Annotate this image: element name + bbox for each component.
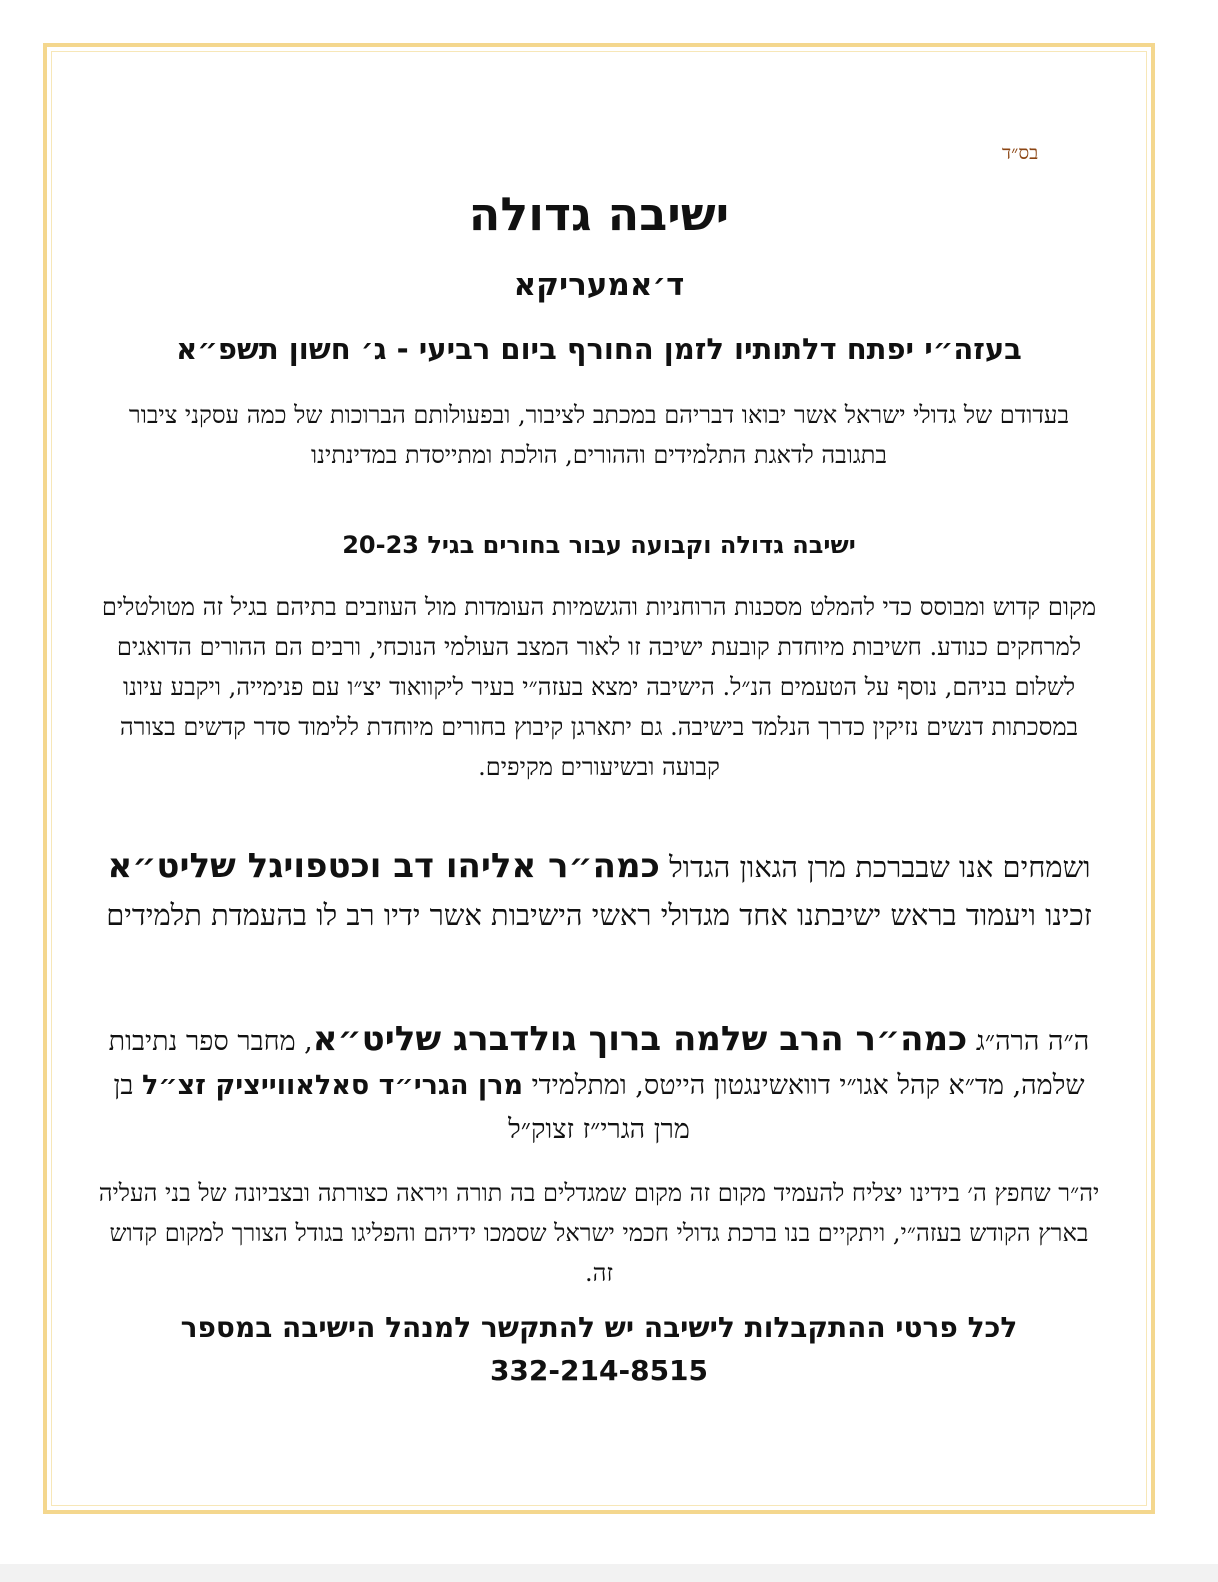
rosh-yeshiva-paragraph [97, 842, 1101, 939]
para4-bold-rebbe: מרן הגרי״ד סאלאווייציק זצ״ל [142, 1070, 523, 1101]
document-page [43, 43, 1155, 1514]
para3-text-b: זכינו ויעמוד בראש ישיבתנו אחד מגדולי ראשי הישיבות אשר ידיו רב לו בהעמדת תלמידים [106, 898, 1092, 932]
para3-bold-name: כמה״ר אליהו דב וכטפויגל שליט״א [107, 846, 660, 886]
para4-text-b: , מחבר ספר נתיבות שלמה, מד״א קהל אגו״י דוואשינגטון הייטס, ומתלמידי [108, 1026, 1085, 1101]
bsd-header: בס״ד [1002, 142, 1039, 164]
opening-announcement: בעזה״י יפתח דלתותיו לזמן החורף ביום רביעי - ג׳ חשון תשפ״א [176, 332, 1022, 366]
para4-bold-name: כמה״ר הרב שלמה ברוך גולדברג שליט״א [312, 1019, 968, 1059]
page-title: ישיבה גדולה [468, 187, 730, 241]
bottom-strip [0, 1564, 1218, 1582]
phone-number: 332-214-8515 [489, 1354, 709, 1387]
rosh-yeshiva-details-paragraph [97, 1017, 1101, 1152]
para4-text-a: ה״ה הרה״ג [967, 1026, 1090, 1057]
contact-line: לכל פרטי ההתקבלות לישיבה יש להתקשר למנהל הישיבה במספר [180, 1311, 1018, 1344]
subheading: ישיבה גדולה וקבועה עבור בחורים בגיל 20-23 [342, 531, 856, 559]
para4-text-c: בן מרן הגרי״ז זצוק״ל [113, 1070, 690, 1145]
para3-text-a: ושמחים אנו שבברכת מרן הגאון הגדול [659, 850, 1091, 884]
description-paragraph: מקום קדוש ומבוסס כדי להמלט מסכנות הרוחניות והגשמיות העומדות מול העוזבים בתיהם בגיל זה מטולטלים למרחקים כנודע. חשיבות מיוחדת קובעת ישיבה זו לאור המצב העולמי הנוכחי, ורבים הם ההורים הדואגים לשלום בניהם, נוסף על הטעמים הנ״ל. הישיבה ימצא בעזה״י בעיר ליקוואוד יצ״ו עם פנימייה, ויקבע עיונו במסכתות דנשים נזיקין כדרך הנלמד בישיבה. גם יתארגן קיבוץ בחורים מיוחדת ללימוד סדר קדשים בצורה קבועה ובשיעורים מקיפים. [101, 593, 1097, 781]
intro-paragraph: בעדודם של גדולי ישראל אשר יבואו דבריהם במכתב לציבור, ובפעולותם הברוכות של כמה עסקני ציבור בתגובה לדאגת התלמידים וההורים, הולכת ומתייסדת במדינתינו [128, 401, 1070, 469]
closing-paragraph: יה״ר שחפץ ה׳ בידינו יצליח להעמיד מקום זה מקום שמגדלים בה תורה ויראה כצורתה ובצביונה של בני העליה בארץ הקודש בעזה״י, ויתקיים בנו ברכת גדולי חכמי ישראל שסמכו ידיהם והפליגו בגודל הצורך למקום קדוש זה. [98, 1179, 1100, 1287]
page-subtitle: ד׳אמעריקא [513, 267, 685, 303]
